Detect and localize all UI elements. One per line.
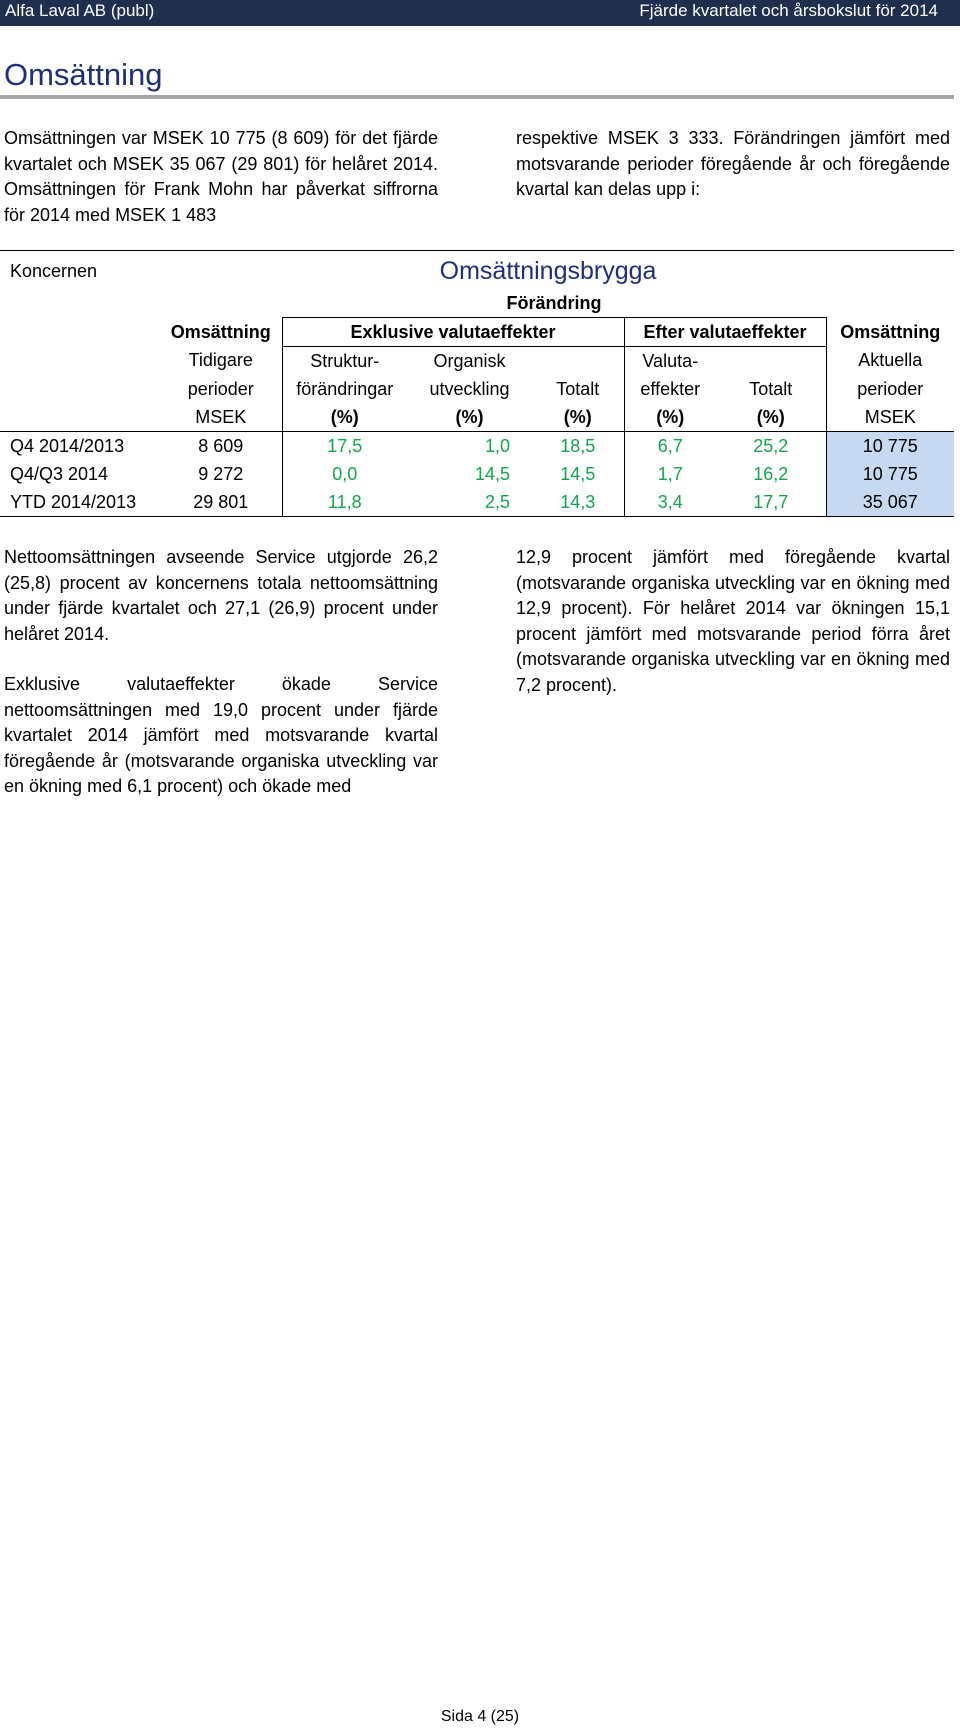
sub-header-cell: effekter — [640, 378, 701, 399]
row-label: Q4 2014/2013 — [10, 435, 125, 456]
struct-value: 0,0 — [282, 460, 407, 488]
intro-right-paragraph: respektive MSEK 3 333. Förändringen jämfört med motsvarande perioder föregående år och föregående kvartal kan delas upp i: — [516, 128, 950, 199]
company-name: Alfa Laval AB (publ) — [5, 1, 155, 20]
total-after-value: 16,2 — [716, 460, 826, 488]
sub-header-cell — [716, 347, 826, 376]
row-label: Q4/Q3 2014 — [10, 463, 109, 484]
prev-value: 29 801 — [160, 488, 282, 517]
row-label: YTD 2014/2013 — [0, 488, 160, 517]
page-header — [0, 0, 960, 26]
total-excl-value: 14,5 — [532, 460, 624, 488]
sub-header-cell: Organisk — [433, 350, 506, 371]
table-row — [0, 432, 954, 461]
unit-cell: (%) — [624, 403, 716, 432]
total-after-value: 17,7 — [716, 488, 826, 517]
unit-cell: (%) — [532, 403, 624, 432]
body-left-column — [4, 545, 438, 800]
unit-cell: (%) — [282, 403, 407, 432]
organic-value: 14,5 — [474, 463, 510, 484]
curr-value: 10 775 — [826, 460, 954, 488]
header-omsattning-prev: Omsättning — [170, 321, 271, 342]
unit-cell: MSEK — [826, 403, 954, 432]
body-left-paragraph-2: Exklusive valutaeffekter ökade Service nettoomsättningen med 19,0 procent under fjärde kvartalet 2014 jämfört med motsvarande kvartal föregående år (motsvarande organiska utveckling var en ökning med 6,1 procent) och ökade med — [4, 674, 438, 796]
sub-header-cell: Totalt — [716, 375, 826, 403]
intro-left-paragraph: Omsättningen var MSEK 10 775 (8 609) för det fjärde kvartalet och MSEK 35 067 (29 801) för helåret 2014. Omsättningen för Frank Mohn har påverkat siffrorna för 2014 med MSEK 1 483 — [4, 128, 438, 225]
table-row — [0, 460, 954, 488]
body-left-paragraph-1: Nettoomsättningen avseende Service utgjorde 26,2 (25,8) procent av koncernens totala nettoomsättning under fjärde kvartalet och 27,1 (26,9) procent under helåret 2014. — [4, 547, 438, 644]
bridge-table — [0, 253, 954, 517]
sub-header-cell: perioder — [187, 378, 254, 399]
struct-value: 11,8 — [282, 488, 407, 517]
organic-value: 1,0 — [484, 435, 510, 456]
sub-header-cell: förändringar — [282, 375, 407, 403]
fx-value: 1,7 — [657, 463, 683, 484]
bridge-title: Omsättningsbrygga — [439, 256, 657, 285]
curr-value: 35 067 — [826, 488, 954, 517]
header-omsattning-curr: Omsättning — [840, 321, 941, 342]
fx-value: 3,4 — [624, 488, 716, 517]
struct-value: 17,5 — [282, 432, 407, 461]
title-divider — [0, 95, 954, 99]
intro-right-column — [516, 126, 950, 203]
sub-header-cell: utveckling — [429, 378, 510, 399]
total-excl-value: 18,5 — [532, 432, 624, 461]
section-title: Omsättning — [4, 57, 163, 92]
curr-value: 10 775 — [826, 432, 954, 461]
sub-header-cell: perioder — [857, 378, 924, 399]
group-label: Koncernen — [10, 260, 98, 281]
table-row — [0, 488, 954, 517]
sub-header-cell: Struktur- — [282, 347, 407, 376]
organic-value: 2,5 — [407, 488, 532, 517]
prev-value: 8 609 — [198, 435, 244, 456]
table-top-rule — [0, 250, 954, 251]
sub-header-cell: Aktuella — [858, 350, 923, 371]
header-after-fx: Efter valutaeffekter — [624, 318, 826, 347]
unit-cell: MSEK — [160, 403, 282, 432]
total-after-value: 25,2 — [716, 432, 826, 461]
sub-header-cell: Totalt — [532, 375, 624, 403]
fx-value: 6,7 — [657, 435, 683, 456]
sub-header-cell: Valuta- — [642, 350, 699, 371]
header-excl-fx: Exklusive valutaeffekter — [282, 318, 624, 347]
page-number: Sida 4 (25) — [440, 1708, 520, 1725]
unit-cell: (%) — [716, 403, 826, 432]
prev-value: 9 272 — [198, 463, 244, 484]
sub-header-cell: Tidigare — [188, 350, 253, 371]
intro-left-column — [4, 126, 438, 228]
report-title: Fjärde kvartalet och årsbokslut för 2014 — [639, 1, 938, 20]
body-right-paragraph-1: 12,9 procent jämfört med föregående kvartal (motsvarande organiska utveckling var en ökning med 12,9 procent). För helåret 2014 var ökningen 15,1 procent jämfört med motsvarande period förra året (motsvarande organiska utveckling var en ökning med 7,2 procent). — [516, 547, 950, 695]
unit-cell: (%) — [407, 403, 532, 432]
sub-header-cell — [532, 347, 624, 376]
change-label: Förändring — [506, 292, 602, 313]
body-right-column — [516, 545, 950, 698]
total-excl-value: 14,3 — [532, 488, 624, 517]
